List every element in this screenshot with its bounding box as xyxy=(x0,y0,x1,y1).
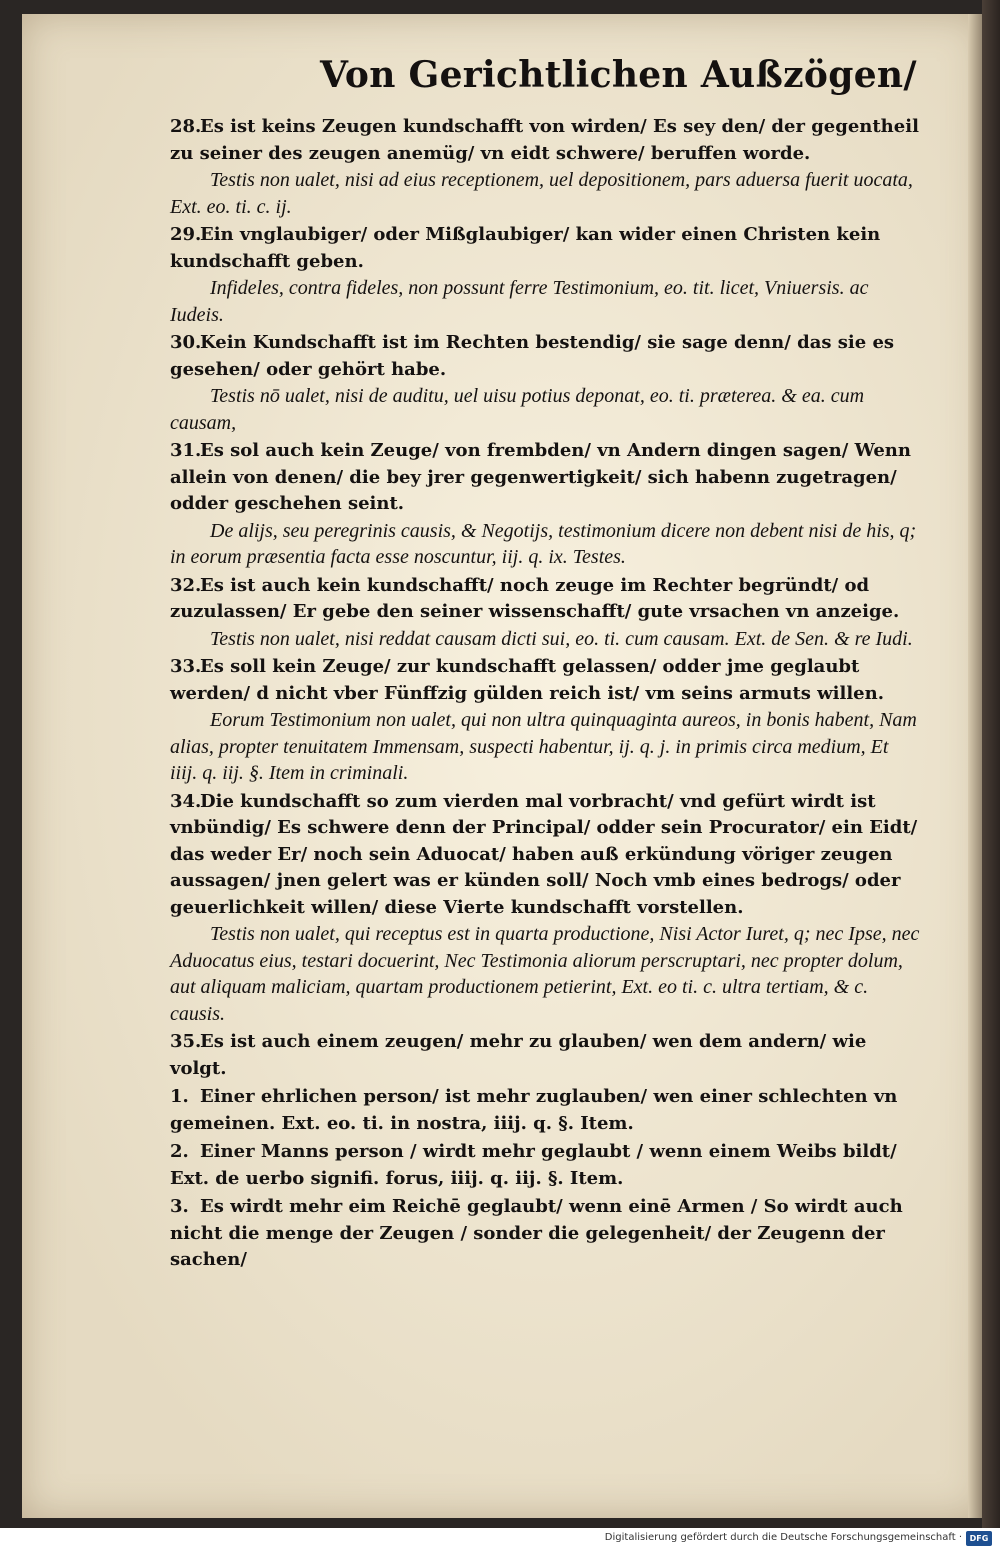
entry-number: 33. xyxy=(170,656,202,677)
entry-number: 28. xyxy=(170,116,202,137)
entry-number: 35. xyxy=(170,1031,202,1052)
book-edge xyxy=(982,0,1000,1528)
entry-30 xyxy=(170,330,920,436)
german-text: Es ist keins Zeugen kundschafft von wirden/ Es sey den/ der gegentheil zu seiner des zeugen anemüg/ vn eidt schwere/ beruffen worde. xyxy=(170,116,919,164)
german-text: Es sol auch kein Zeuge/ von frembden/ vn Andern dingen sagen/ Wenn allein von denen/ die bey jrer gegenwertigkeit/ sich habenn zugetragen/ odder geschehen seint. xyxy=(170,440,911,514)
entry-28 xyxy=(170,114,920,220)
dfg-logo-icon[interactable]: DFG xyxy=(966,1531,992,1546)
running-head: Von Gerichtlichen Außzögen/ xyxy=(320,54,917,96)
german-text: Kein Kundschafft ist im Rechten bestendig/ sie sage denn/ das sie es gesehen/ oder gehört habe. xyxy=(170,332,895,380)
entry-35-3 xyxy=(170,1194,920,1274)
entry-29 xyxy=(170,222,920,328)
latin-text: Infideles, contra fideles, non possunt ferre Testimonium, eo. tit. licet, Vniuersis. ac Iudeis. xyxy=(170,277,869,326)
footer-bar xyxy=(0,1528,1000,1550)
entry-35 xyxy=(170,1029,920,1082)
german-text: Es ist auch kein kundschafft/ noch zeuge im Rechter begründt/ od zuzulassen/ Er gebe den seiner wissenschafft/ gute vrsachen vn anzeige. xyxy=(170,574,900,622)
entry-number: 32. xyxy=(170,574,202,596)
entry-number: 1. xyxy=(170,1086,189,1107)
latin-text: Testis non ualet, nisi reddat causam dicti sui, eo. ti. cum causam. Ext. de Sen. & re Iudi. xyxy=(210,627,913,650)
german-text: Es wirdt mehr eim Reichē geglaubt/ wenn einē Armen / So wirdt auch nicht die menge der Zeugen / sonder die gelegenheit/ der Zeugenn der sachen/ xyxy=(170,1196,903,1270)
entry-33 xyxy=(170,654,920,787)
page-body xyxy=(170,114,920,1276)
entry-number: 34. xyxy=(170,790,202,812)
german-text: Ein vnglaubiger/ oder Mißglaubiger/ kan wider einen Christen kein kundschafft geben. xyxy=(170,224,881,272)
entry-number: 3. xyxy=(170,1196,189,1217)
entry-35-1 xyxy=(170,1084,920,1137)
entry-number: 2. xyxy=(170,1141,189,1162)
german-text: Einer Manns person / wirdt mehr geglaubt / wenn einem Weibs bildt/ Ext. de uerbo signifi. forus, iiij. q. iij. §. Item. xyxy=(170,1141,897,1189)
latin-text: Testis nō ualet, nisi de auditu, uel uisu potius deponat, eo. ti. præterea. & ea. cum causam, xyxy=(170,385,865,434)
entry-number: 31. xyxy=(170,440,202,461)
funding-notice: Digitalisierung gefördert durch die Deutsche Forschungsgemeinschaft · xyxy=(604,1532,962,1543)
entry-32 xyxy=(170,573,920,653)
entry-34 xyxy=(170,789,920,1028)
latin-text: Testis non ualet, nisi ad eius receptionem, uel depositionem, pars aduersa fuerit uocata, Ext. eo. ti. c. ij. xyxy=(170,169,913,218)
german-text: Es soll kein Zeuge/ zur kundschafft gelassen/ odder jme geglaubt werden/ d nicht vber Fünffzig gülden reich ist/ vm seins armuts willen. xyxy=(170,656,884,704)
entry-31 xyxy=(170,438,920,571)
entry-35-2 xyxy=(170,1139,920,1192)
german-text: Einer ehrlichen person/ ist mehr zuglauben/ wen einer schlechten vn gemeinen. Ext. eo. ti. in nostra, iiij. q. §. Item. xyxy=(170,1086,898,1134)
entry-number: 30. xyxy=(170,332,202,353)
german-text: Es ist auch einem zeugen/ mehr zu glauben/ wen dem andern/ wie volgt. xyxy=(170,1031,867,1079)
entry-number: 29. xyxy=(170,224,202,245)
latin-text: De alijs, seu peregrinis causis, & Negotijs, testimonium dicere non debent nisi de his, q; in eorum præsentia facta esse noscuntur, iij. q. ix. Testes. xyxy=(170,519,917,568)
latin-text: Testis non ualet, qui receptus est in quarta productione, Nisi Actor Iuret, q; nec Ipse, nec Aduocatus eius, testari docuerint, Nec Testimonia aliorum perscruptari, nec propter dolum, aut aliquam maliciam, quartam productionem petierint, Ext. eo ti. c. ultra tertiam, & c. causis. xyxy=(170,923,920,1025)
german-text: Die kundschafft so zum vierden mal vorbracht/ vnd gefürt wirdt ist vnbündig/ Es schwere denn der Principal/ odder sein Procurator/ ein Eidt/ das weder Er/ noch sein Aduocat/ haben auß erkündung vöriger zeugen aussagen/ jnen gelert was er künden soll/ Noch vmb eines bedrogs/ oder geuerlichkeit willen/ diese Vierte kundschafft vorstellen. xyxy=(170,790,918,918)
latin-text: Eorum Testimonium non ualet, qui non ultra quinquaginta aureos, in bonis habent, Nam alias, propter tenuitatem Immensam, suspecti habentur, ij. q. j. in primis circa medium, Et iiij. q. iij. §. Item in criminali. xyxy=(170,709,917,784)
